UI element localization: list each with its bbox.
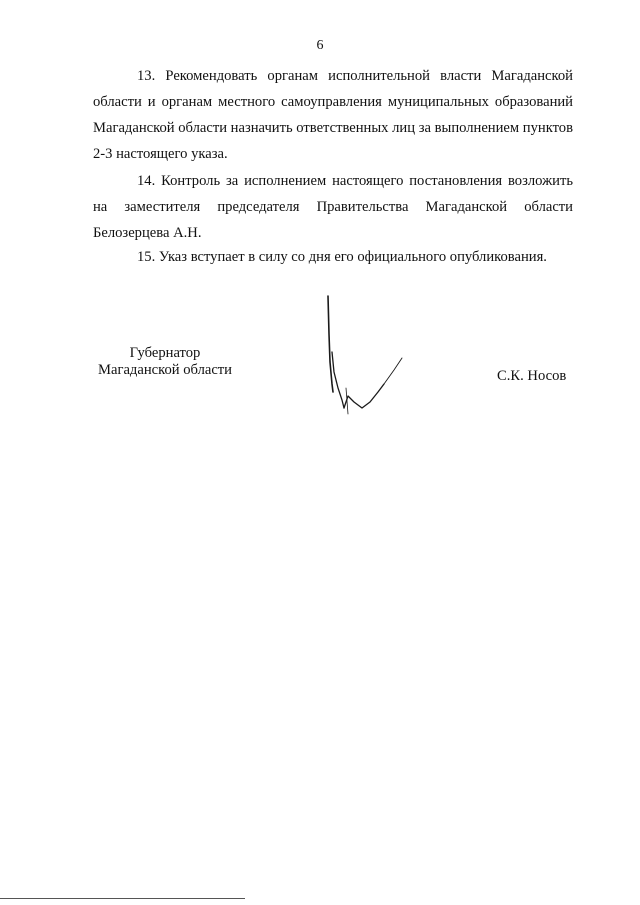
paragraph-15 (93, 244, 573, 270)
signatory-position-line2: Магаданской области (98, 362, 232, 378)
page-number: 6 (316, 38, 324, 53)
paragraph-13-text: 13. Рекомендовать органам исполнительной власти Магаданской области и органам местного самоуправления муниципальных образований Магаданской области назначить ответственных лиц за выполнением пунктов 2-3 настоящего указа. (93, 68, 573, 162)
signatory-name: С.К. Носов (497, 368, 567, 384)
footer-rule (0, 898, 245, 899)
signatory-position (90, 345, 240, 379)
paragraph-14 (93, 168, 573, 246)
paragraph-14-text: 14. Контроль за исполнением настоящего постановления возложить на заместителя председателя Правительства Магаданской области Белозерцева А.Н. (93, 173, 573, 241)
signatory-position-line1: Губернатор (129, 345, 201, 361)
handwritten-signature (318, 292, 413, 417)
paragraph-13 (93, 63, 573, 167)
paragraph-15-text: 15. Указ вступает в силу со дня его официального опубликования. (137, 249, 547, 265)
